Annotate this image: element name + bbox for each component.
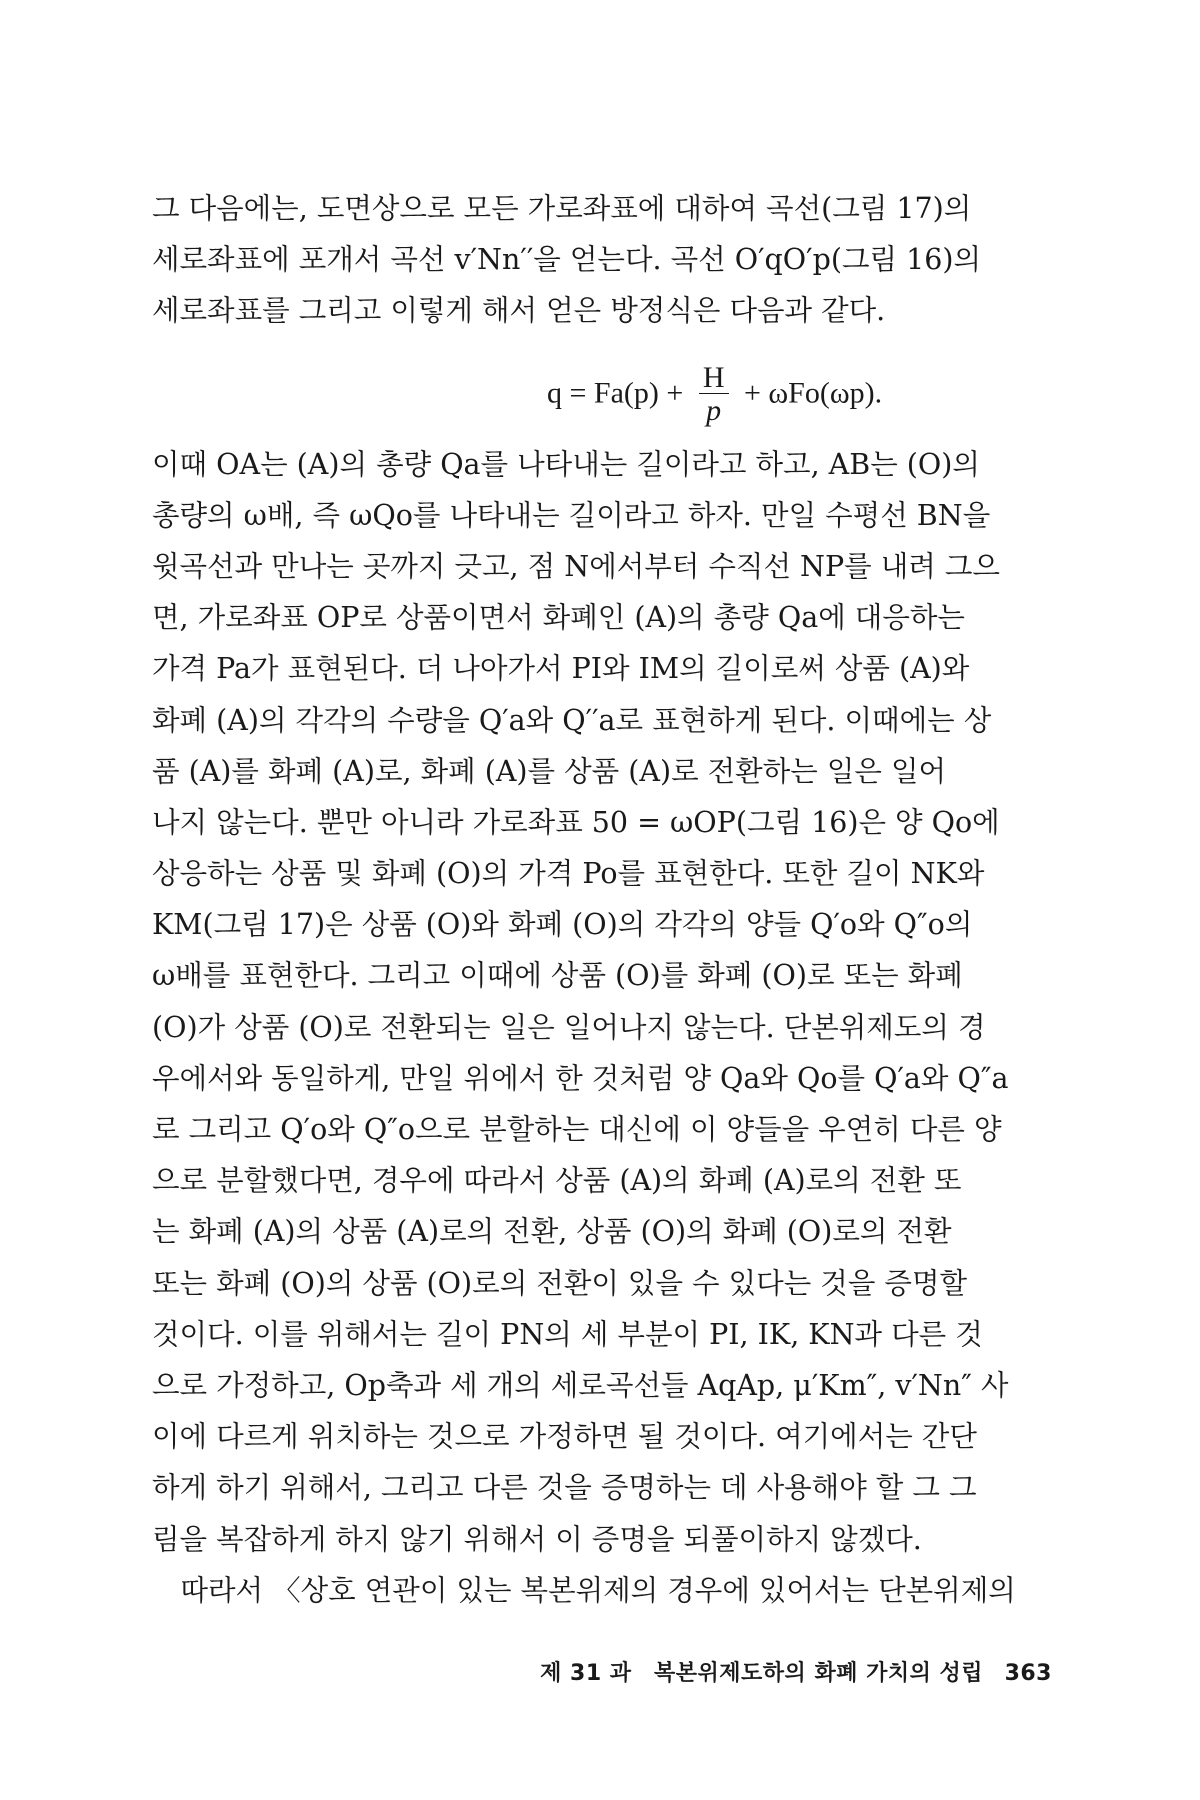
text-line: 우에서와 동일하게, 만일 위에서 한 것처럼 양 Qa와 Qo를 Q′a와 Q″a <box>152 1061 1009 1095</box>
equation-right: + ωFo(ωp). <box>744 375 883 409</box>
equation-left: q = Fa(p) + <box>547 375 684 409</box>
text-line: 가격 Pa가 표현된다. 더 나아가서 PI와 IM의 길이로써 상품 (A)와 <box>152 652 970 686</box>
equation-fraction <box>699 360 729 428</box>
text-line: 는 화폐 (A)의 상품 (A)로의 전환, 상품 (O)의 화폐 (O)로의 전환 <box>152 1215 952 1249</box>
text-line: 나지 않는다. 뿐만 아니라 가로좌표 50 = ωOP(그림 16)은 양 Qo에 <box>152 805 1000 839</box>
equation <box>152 341 1052 427</box>
text-line: 하게 하기 위해서, 그리고 다른 것을 증명하는 데 사용해야 할 그 그 <box>152 1471 977 1505</box>
paragraph-2 <box>152 439 1052 1616</box>
text-line: 세로좌표를 그리고 이렇게 해서 얻은 방정식은 다음과 같다. <box>152 294 886 328</box>
text-line: 화폐 (A)의 각각의 수량을 Q′a와 Q′′a로 표현하게 된다. 이때에는 상 <box>152 703 992 737</box>
body-text <box>152 183 1052 1616</box>
text-line: 이에 다르게 위치하는 것으로 가정하면 될 것이다. 여기에서는 간단 <box>152 1420 977 1454</box>
text-line: 으로 가정하고, Op축과 세 개의 세로곡선들 AqAp, μ′Km″, v′Nn″ 사 <box>152 1368 1009 1402</box>
text-line: 세로좌표에 포개서 곡선 v′Nn′′을 얻는다. 곡선 O′qO′p(그림 16)의 <box>152 243 982 277</box>
text-line: (O)가 상품 (O)로 전환되는 일은 일어나지 않는다. 단본위제도의 경 <box>152 1010 986 1044</box>
text-line: 로 그리고 Q′o와 Q″o으로 분할하는 대신에 이 양들을 우연히 다른 양 <box>152 1113 1002 1146</box>
text-line: KM(그림 17)은 상품 (O)와 화폐 (O)의 각각의 양들 Q′o와 Q″o의 <box>152 908 973 942</box>
page-number: 363 <box>1004 1661 1052 1686</box>
running-head: 제 31 과 복본위제도하의 화폐 가치의 성립 <box>540 1661 984 1686</box>
text-line: 총량의 ω배, 즉 ωQo를 나타내는 길이라고 하자. 만일 수평선 BN을 <box>152 498 991 532</box>
text-line: 품 (A)를 화폐 (A)로, 화폐 (A)를 상품 (A)로 전환하는 일은 일어 <box>152 754 947 788</box>
text-line: 따라서 〈상호 연관이 있는 복본위제의 경우에 있어서는 단본위제의 <box>152 1573 1016 1607</box>
text-line: 윗곡선과 만나는 곳까지 긋고, 점 N에서부터 수직선 NP를 내려 그으 <box>152 549 1000 583</box>
page-footer <box>540 1656 1052 1687</box>
text-line: 상응하는 상품 및 화폐 (O)의 가격 Po를 표현한다. 또한 길이 NK와 <box>152 857 985 891</box>
fraction-denominator: p <box>706 393 722 427</box>
text-line: 그 다음에는, 도면상으로 모든 가로좌표에 대하여 곡선(그림 17)의 <box>152 192 972 225</box>
text-line: 것이다. 이를 위해서는 길이 PN의 세 부분이 PI, IK, KN과 다른 것 <box>152 1317 983 1351</box>
text-line: 으로 분할했다면, 경우에 따라서 상품 (A)의 화폐 (A)로의 전환 또 <box>152 1164 962 1198</box>
text-line: 면, 가로좌표 OP로 상품이면서 화폐인 (A)의 총량 Qa에 대응하는 <box>152 601 965 635</box>
text-line: 또는 화폐 (O)의 상품 (O)로의 전환이 있을 수 있다는 것을 증명할 <box>152 1266 968 1300</box>
text-line: 림을 복잡하게 하지 않기 위해서 이 증명을 되풀이하지 않겠다. <box>152 1522 922 1556</box>
text-line: 이때 OA는 (A)의 총량 Qa를 나타내는 길이라고 하고, AB는 (O)의 <box>152 447 980 481</box>
paragraph-1 <box>152 183 1052 337</box>
fraction-numerator: H <box>699 363 729 394</box>
text-line: ω배를 표현한다. 그리고 이때에 상품 (O)를 화폐 (O)로 또는 화폐 <box>152 959 963 993</box>
